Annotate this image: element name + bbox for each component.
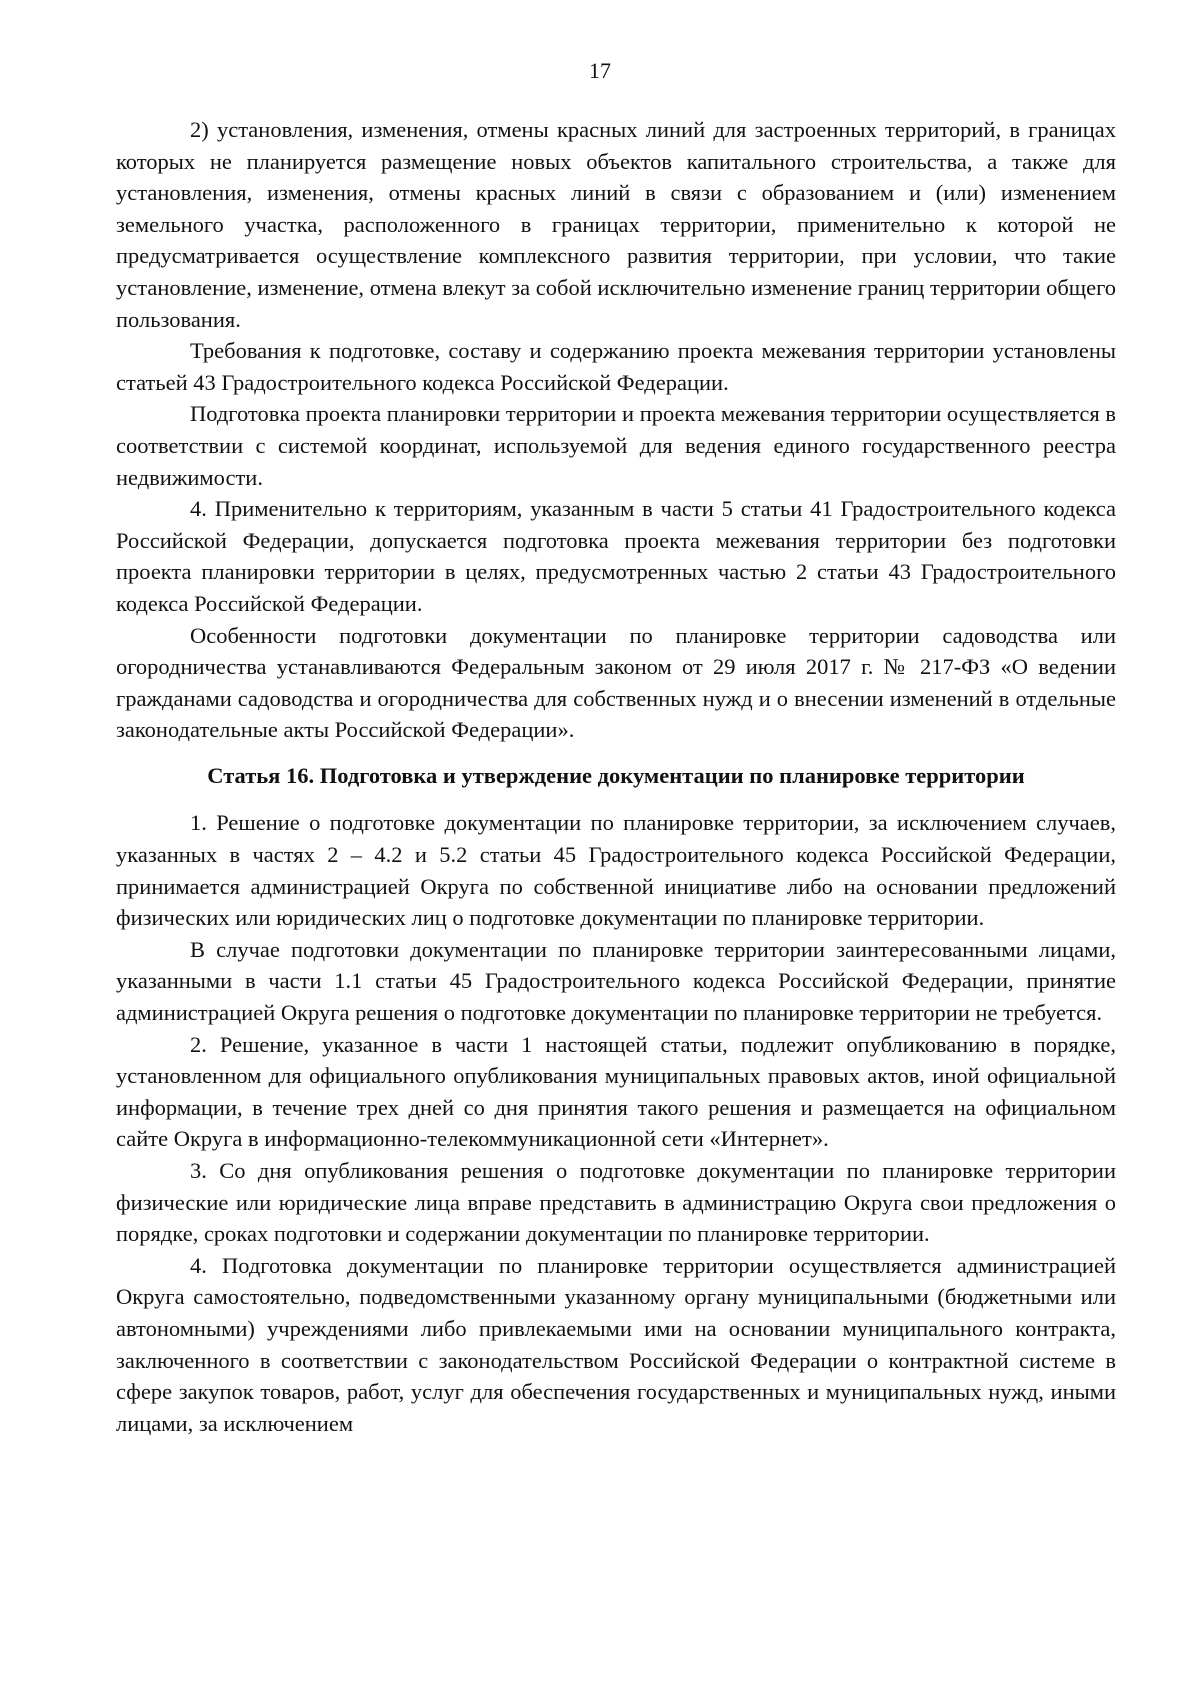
paragraph: 2) установления, изменения, отмены красных линий для застроенных территорий, в границах которых не планируется размещение новых объектов капитального строительства, а также для установления, изменения, отмены красных линий в связи с образованием и (или) изменением земельного участка, расположенного в границах территории, применительно к которой не предусматривается осуществление комплексного развития территории, при условии, что такие установление, изменение, отмена влекут за собой исключительно изменение границ территории общего пользования. [116,117,1116,332]
paragraph: В случае подготовки документации по планировке территории заинтересованными лицами, указанными в части 1.1 статьи 45 Градостроительного кодекса Российской Федерации, принятие администрацией Округа решения о подготовке документации по планировке территории не требуется. [116,936,1116,1026]
paragraph: Требования к подготовке, составу и содержанию проекта межевания территории установлены статьей 43 Градостроительного кодекса Российской Федерации. [116,338,1116,395]
paragraph: 1. Решение о подготовке документации по планировке территории, за исключением случаев, указанных в частях 2 – 4.2 и 5.2 статьи 45 Градостроительного кодекса Российской Федерации, принимается администрацией Округа по собственной инициативе либо на основании предложений физических или юридических лиц о подготовке документации по планировке территории. [116,810,1116,931]
paragraph: 4. Применительно к территориям, указанным в части 5 статьи 41 Градостроительного кодекса Российской Федерации, допускается подготовка проекта межевания территории без подготовки проекта планировки территории в целях, предусмотренных частью 2 статьи 43 Градостроительного кодекса Российской Федерации. [116,496,1116,616]
document-body [116,114,1116,1439]
paragraph: Подготовка проекта планировки территории и проекта межевания территории осуществляется в соответствии с системой координат, используемой для ведения единого государственного реестра недвижимости. [116,401,1116,490]
paragraph: Особенности подготовки документации по планировке территории садоводства или огородничества устанавливаются Федеральным законом от 29 июля 2017 г. № 217-ФЗ «О ведении гражданами садоводства и огородничества для собственных нужд и о внесении изменений в отдельные законодательные акты Российской Федерации». [116,622,1116,743]
page-number: 17 [589,58,611,83]
paragraph: 2. Решение, указанное в части 1 настоящей статьи, подлежит опубликованию в порядке, установленном для официального опубликования муниципальных правовых актов, иной официальной информации, в течение трех дней со дня принятия такого решения и размещается на официальном сайте Округа в информационно-телекоммуникационной сети «Интернет». [116,1031,1116,1152]
paragraph: 3. Со дня опубликования решения о подготовке документации по планировке территории физические или юридические лица вправе представить в администрацию Округа свои предложения о порядке, сроках подготовки и содержании документации по планировке территории. [116,1158,1116,1247]
article-heading: Статья 16. Подготовка и утверждение документации по планировке территории [207,762,1025,788]
paragraph: 4. Подготовка документации по планировке территории осуществляется администрацией Округа самостоятельно, подведомственными указанному органу муниципальными (бюджетными или автономными) учреждениями либо привлекаемыми ими на основании муниципального контракта, заключенного в соответствии с законодательством Российской Федерации о контрактной системе в сфере закупок товаров, работ, услуг для обеспечения государственных и муниципальных нужд, иными лицами, за исключением [116,1252,1116,1436]
